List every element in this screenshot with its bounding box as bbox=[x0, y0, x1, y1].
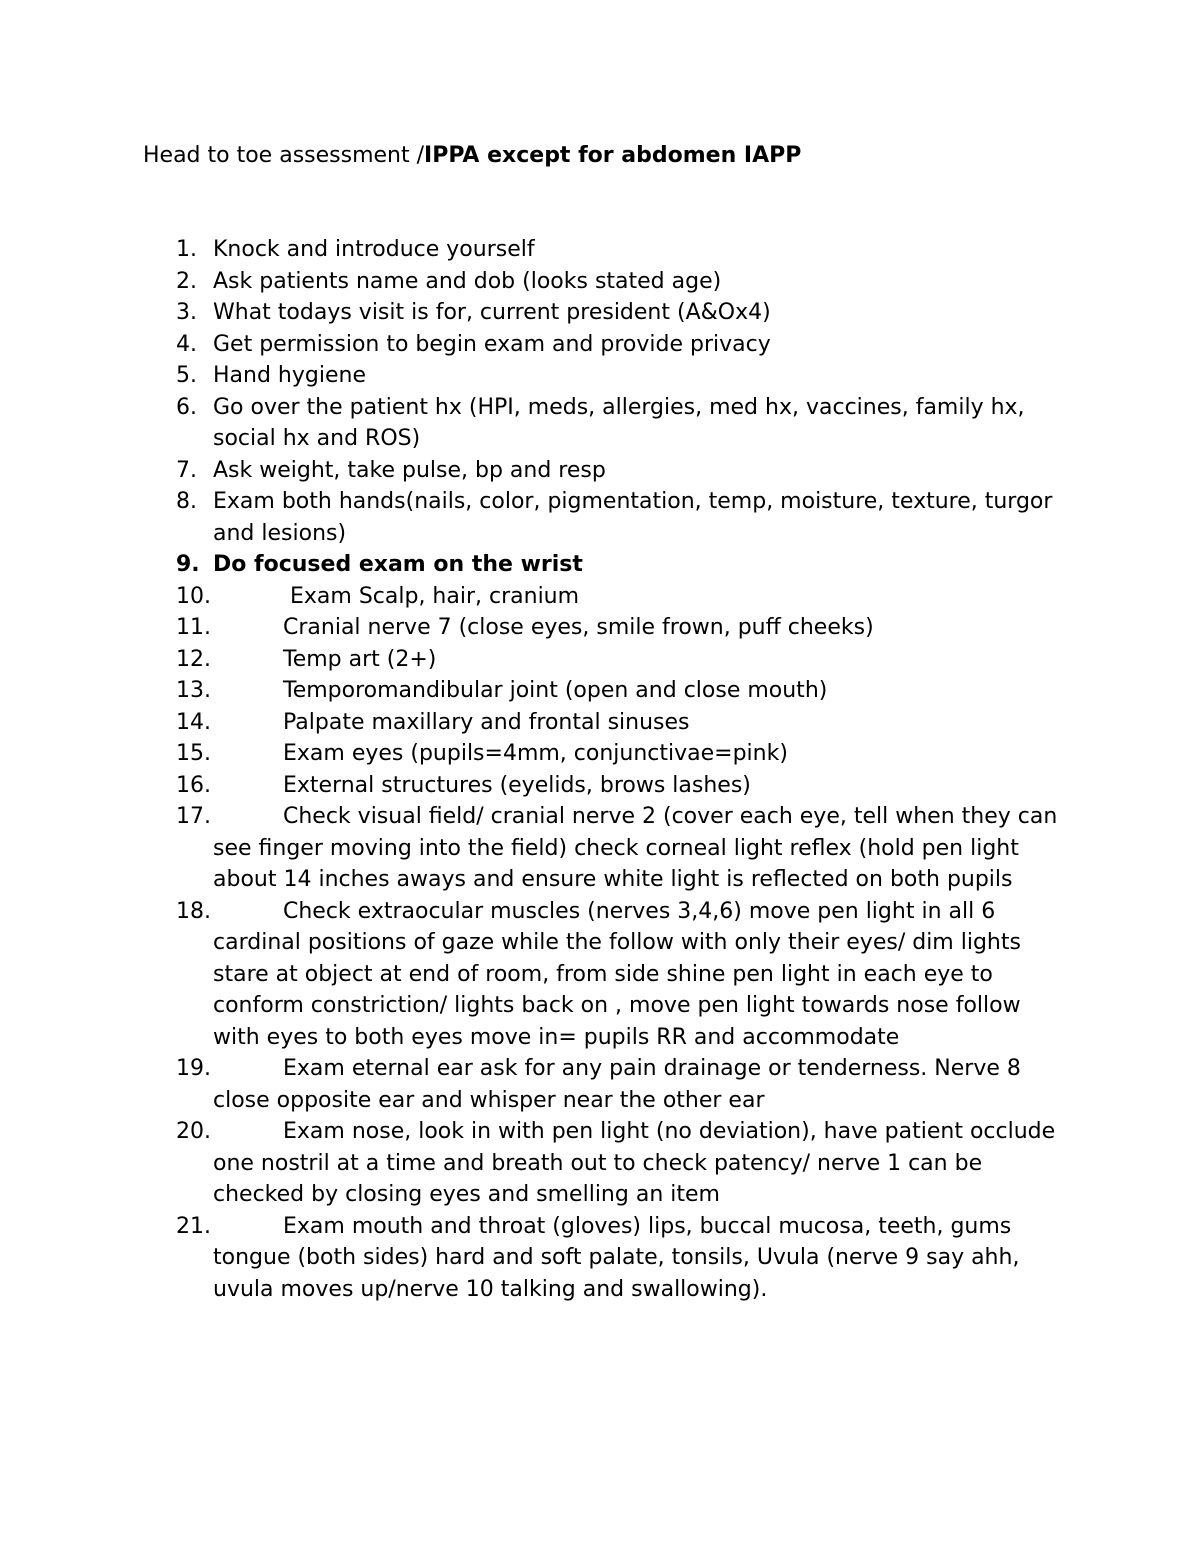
item-text: Go over the patient hx (HPI, meds, allergies, med hx, vaccines, family hx, social hx and ROS) bbox=[213, 394, 1025, 451]
list-item bbox=[176, 644, 1061, 676]
list-item bbox=[176, 612, 1061, 644]
item-text: Check extraocular muscles (nerves 3,4,6) move pen light in all 6 cardinal positions of gaze while the follow with only their eyes/ dim lights stare at object at end of room, from side shine pen light in each eye to conform constriction/ lights back on , move pen light towards nose follow with eyes to both eyes move in= pupils RR and accommodate bbox=[213, 898, 1021, 1050]
list-item bbox=[176, 266, 1061, 298]
item-number: 16. bbox=[176, 772, 211, 798]
item-number: 21. bbox=[176, 1213, 211, 1239]
list-item bbox=[176, 581, 1061, 613]
document-title bbox=[143, 140, 801, 172]
list-item bbox=[176, 1211, 1061, 1306]
item-text: Knock and introduce yourself bbox=[213, 237, 535, 262]
list-item bbox=[176, 392, 1061, 455]
item-text: Ask weight, take pulse, bp and resp bbox=[213, 457, 606, 483]
list-item bbox=[176, 455, 1061, 487]
item-number: 8. bbox=[176, 489, 197, 514]
item-number: 2. bbox=[176, 268, 197, 294]
item-text: Palpate maxillary and frontal sinuses bbox=[283, 709, 690, 735]
item-text: Exam nose, look in with pen light (no deviation), have patient occlude one nostril at a time and breath out to check patency/ nerve 1 can be checked by closing eyes and smelling an item bbox=[213, 1119, 1056, 1207]
list-item bbox=[176, 707, 1061, 739]
item-number: 1. bbox=[176, 237, 197, 262]
list-item bbox=[176, 738, 1061, 770]
item-number: 12. bbox=[176, 646, 211, 672]
item-text: Exam eyes (pupils=4mm, conjunctivae=pink) bbox=[283, 741, 788, 766]
item-text: Ask patients name and dob (looks stated age) bbox=[213, 268, 722, 294]
list-item bbox=[176, 1053, 1061, 1116]
item-number: 18. bbox=[176, 898, 211, 924]
list-item bbox=[176, 770, 1061, 802]
item-text: Exam mouth and throat (gloves) lips, buccal mucosa, teeth, gums tongue (both sides) hard and soft palate, tonsils, Uvula (nerve 9 say ahh, uvula moves up/nerve 10 talking and swallowing). bbox=[213, 1213, 1020, 1302]
list-item bbox=[176, 549, 1061, 581]
item-text: Check visual field/ cranial nerve 2 (cover each eye, tell when they can see finger moving into the field) check corneal light reflex (hold pen light about 14 inches aways and ensure white light is reflected on both pupils bbox=[213, 804, 1058, 892]
item-number: 17. bbox=[176, 804, 211, 829]
item-number: 3. bbox=[176, 300, 197, 325]
item-number: 5. bbox=[176, 363, 197, 388]
list-item bbox=[176, 234, 1061, 266]
item-text: Exam eternal ear ask for any pain drainage or tenderness. Nerve 8 close opposite ear and whisper near the other ear bbox=[213, 1056, 1021, 1113]
item-text: Cranial nerve 7 (close eyes, smile frown, puff cheeks) bbox=[283, 615, 874, 640]
item-number: 6. bbox=[176, 394, 197, 420]
list-item bbox=[176, 1116, 1061, 1211]
item-number: 20. bbox=[176, 1119, 211, 1144]
item-text: Do focused exam on the wrist bbox=[213, 552, 583, 577]
item-number: 11. bbox=[176, 615, 211, 640]
item-number: 15. bbox=[176, 741, 211, 766]
item-number: 9. bbox=[176, 552, 200, 577]
item-text: Temporomandibular joint (open and close mouth) bbox=[283, 678, 828, 703]
assessment-list bbox=[176, 234, 1061, 1305]
item-number: 13. bbox=[176, 678, 211, 703]
item-text: Exam Scalp, hair, cranium bbox=[290, 583, 580, 609]
list-item bbox=[176, 360, 1061, 392]
item-text: Hand hygiene bbox=[213, 363, 366, 388]
item-text: Get permission to begin exam and provide privacy bbox=[213, 331, 771, 357]
item-number: 19. bbox=[176, 1056, 211, 1081]
list-item bbox=[176, 486, 1061, 549]
item-number: 14. bbox=[176, 709, 211, 735]
list-item bbox=[176, 297, 1061, 329]
list-item bbox=[176, 801, 1061, 896]
item-text: Temp art (2+) bbox=[283, 646, 437, 672]
item-number: 7. bbox=[176, 457, 197, 483]
list-item bbox=[176, 675, 1061, 707]
item-text: External structures (eyelids, brows lashes) bbox=[283, 772, 751, 798]
title-bold: IPPA except for abdomen IAPP bbox=[424, 143, 802, 168]
item-text: What todays visit is for, current president (A&Ox4) bbox=[213, 300, 771, 325]
title-plain: Head to toe assessment / bbox=[143, 143, 425, 168]
item-number: 4. bbox=[176, 331, 197, 357]
item-number: 10. bbox=[176, 583, 211, 609]
list-item bbox=[176, 896, 1061, 1054]
list-item bbox=[176, 329, 1061, 361]
item-text: Exam both hands(nails, color, pigmentation, temp, moisture, texture, turgor and lesions) bbox=[213, 489, 1053, 546]
